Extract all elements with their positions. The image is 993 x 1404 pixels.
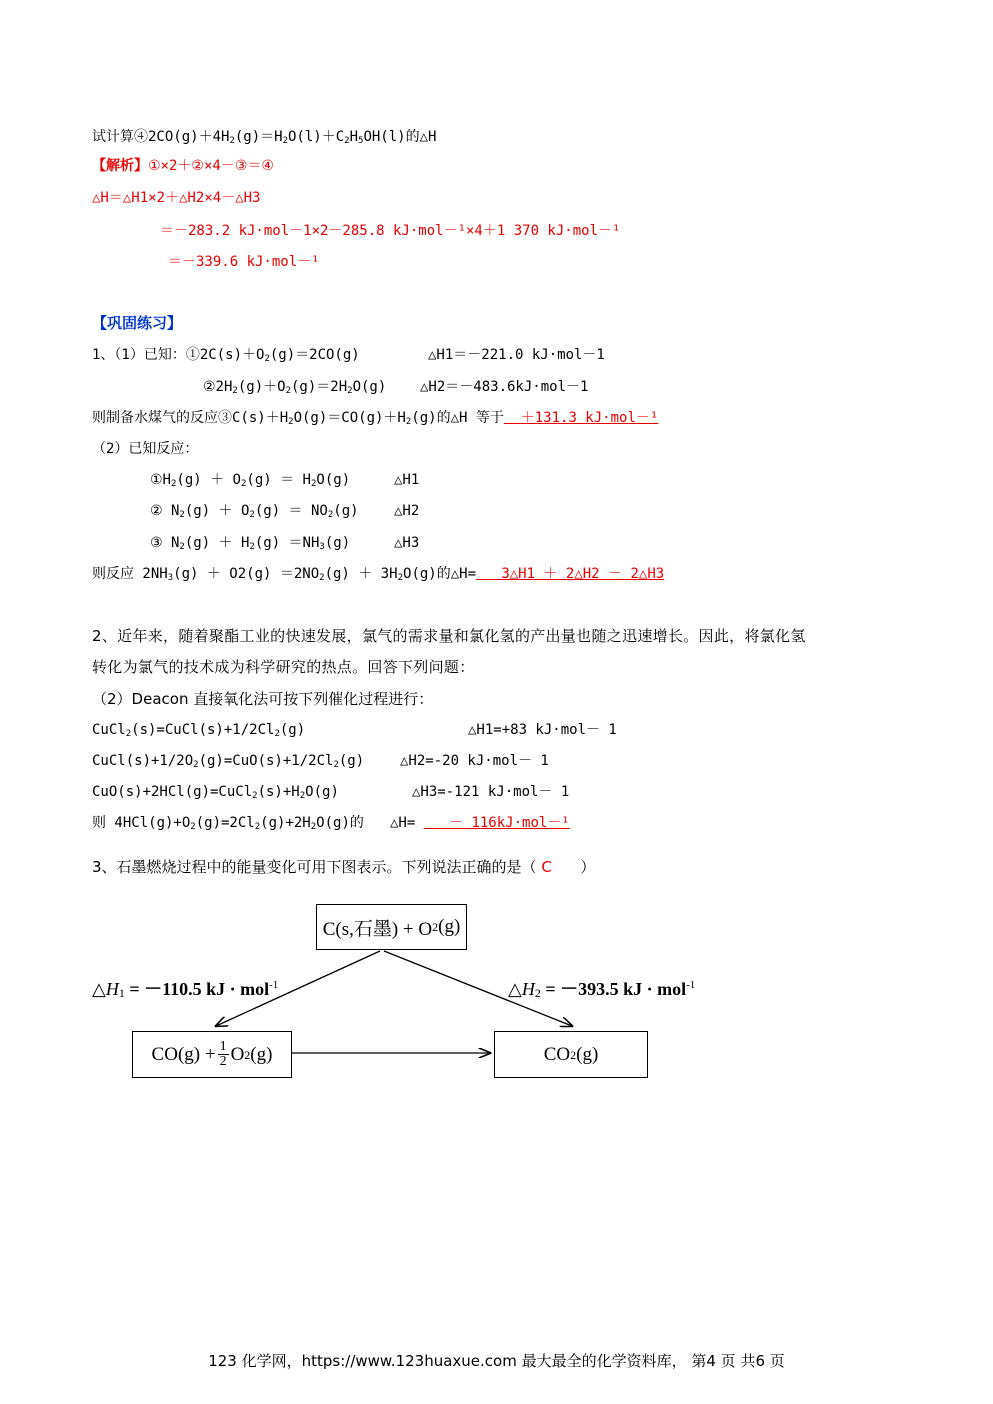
text: (g) ＝ NO bbox=[254, 503, 328, 519]
subscript-3: 3 bbox=[319, 542, 325, 552]
answer-text: － 116kJ·mol－¹ bbox=[449, 815, 570, 831]
q2-eq-1-dh: △H1=+83 kJ·mol－ 1 bbox=[468, 722, 617, 738]
co2-box: CO 2 (g) bbox=[494, 1031, 648, 1078]
text: O(g) bbox=[316, 472, 351, 488]
reaction-3-dh: △H3 bbox=[394, 535, 420, 551]
subscript: 2 bbox=[288, 417, 294, 427]
text: △H bbox=[92, 979, 119, 999]
subscript: 2 bbox=[274, 729, 280, 739]
subscript: 2 bbox=[397, 573, 404, 583]
text: 则 4HCl(g)+O bbox=[92, 815, 191, 831]
answer-text: C bbox=[541, 858, 552, 876]
subscript: 2 bbox=[240, 479, 247, 489]
text: OH(l)的△H bbox=[363, 129, 437, 145]
subscript: 2 bbox=[179, 542, 185, 552]
text: (g) ＋ O bbox=[176, 472, 241, 488]
text: O(l)＋C bbox=[288, 129, 345, 145]
practice-heading: 【巩固练习】 bbox=[92, 314, 183, 332]
q1-dh2: △H2＝－483.6kJ·mol－1 bbox=[420, 379, 589, 395]
q2-line-3: （2）Deacon 直接氧化法可按下列催化过程进行： bbox=[92, 690, 434, 708]
text: 则制备水煤气的反应③C(s)＋H bbox=[92, 410, 289, 426]
text: △H bbox=[508, 979, 535, 999]
text: C(s,石墨) + O bbox=[322, 918, 433, 940]
text: CuCl bbox=[92, 722, 126, 738]
dh2-label bbox=[508, 975, 695, 1001]
subscript: 2 bbox=[179, 510, 185, 520]
text: (g) bbox=[333, 503, 359, 519]
text: ② N bbox=[150, 503, 180, 519]
reaction-1-dh: △H1 bbox=[394, 472, 420, 488]
text: (g)＋O bbox=[237, 379, 286, 395]
text: O(g)的△H= bbox=[403, 566, 477, 582]
subscript: 2 bbox=[125, 729, 132, 739]
text: 1、（1）已知：①2C(s)＋O bbox=[92, 347, 265, 363]
superscript: -1 bbox=[269, 979, 279, 991]
text: (g) ＋ O bbox=[184, 503, 250, 519]
subscript: 2 bbox=[249, 510, 255, 520]
text: (g) ＝NH bbox=[254, 535, 320, 551]
text: 则反应 2NH bbox=[92, 566, 168, 582]
q2-eq-3-dh: △H3=-121 kJ·mol－ 1 bbox=[412, 784, 570, 800]
subscript: 5 bbox=[358, 136, 364, 146]
text: 试计算④2CO(g)＋4H bbox=[92, 129, 230, 145]
text: O(g) bbox=[352, 379, 387, 395]
text: (g) bbox=[279, 722, 306, 738]
subscript: 2 bbox=[405, 417, 412, 427]
subscript: 2 bbox=[299, 791, 306, 801]
subscript: 2 bbox=[254, 822, 261, 832]
text: = －393.5 kJ · mol bbox=[540, 979, 687, 999]
q2-line-1: 2、近年来，随着聚酯工业的快速发展，氯气的需求量和氯化氢的产出量也随之迅速增长。因此，将氯化氢 bbox=[92, 627, 806, 645]
numerator: 1 bbox=[219, 1039, 227, 1054]
result-line: ＝－339.6 kJ·mol－¹ bbox=[168, 254, 320, 270]
text: 3、石墨燃烧过程中的能量变化可用下图表示。下列说法正确的是（ bbox=[92, 858, 537, 876]
fraction-half bbox=[218, 1040, 229, 1069]
text: (g)的△H 等于 bbox=[411, 410, 504, 426]
superscript: -1 bbox=[686, 979, 696, 991]
text: ③ N bbox=[150, 535, 180, 551]
subscript: 2 bbox=[344, 136, 350, 146]
text: (g) bbox=[438, 916, 461, 937]
subscript: 2 bbox=[319, 573, 325, 583]
text: O bbox=[230, 1043, 245, 1065]
text: (g)=CuO(s)+1/2Cl bbox=[198, 753, 334, 769]
subscript: 2 bbox=[232, 386, 238, 396]
subscript: 2 bbox=[333, 760, 339, 770]
subscript: 1 bbox=[118, 986, 125, 1000]
graphite-box: C(s,石墨) + O 2 (g) bbox=[316, 904, 467, 950]
text: (g)+2H bbox=[260, 815, 311, 831]
text: CuCl(s)+1/2O bbox=[92, 753, 194, 769]
text: O(g)＝CO(g)＋H bbox=[293, 410, 406, 426]
dh1-label bbox=[92, 975, 278, 1001]
dh-line: △H＝△H1×2＋△H2×4－△H3 bbox=[92, 190, 261, 206]
reaction-2-dh: △H2 bbox=[394, 503, 420, 519]
text: ②2H bbox=[203, 379, 233, 395]
subscript: 2 bbox=[193, 760, 199, 770]
page-footer: 123 化学网，https://www.123huaxue.com 最大最全的化学资料库， 第4 页 共6 页 bbox=[208, 1352, 785, 1370]
text: (g) bbox=[250, 1043, 273, 1065]
text: CuO(s)+2HCl(g)=CuCl bbox=[92, 784, 253, 800]
subscript: 2 bbox=[170, 479, 177, 489]
answer-text: 3△H1 ＋ 2△H2 － 2△H3 bbox=[501, 566, 665, 582]
text: (g) ＋ H bbox=[184, 535, 250, 551]
text: CO bbox=[543, 1043, 571, 1065]
text: O(g) bbox=[305, 784, 339, 800]
text: (g) ＋ 3H bbox=[324, 566, 398, 582]
text: O(g)的 bbox=[316, 815, 364, 831]
text: ①H bbox=[150, 472, 171, 488]
text: △H= bbox=[390, 815, 424, 831]
text: CO(g) + bbox=[151, 1043, 216, 1065]
subscript: 2 bbox=[534, 986, 541, 1000]
text: (g) ＋ O2(g) ＝2NO bbox=[173, 566, 320, 582]
subscript: 2 bbox=[310, 822, 317, 832]
subscript: 2 bbox=[327, 510, 334, 520]
text: (s)+H bbox=[257, 784, 300, 800]
text: (g)＝2CO(g) bbox=[269, 347, 360, 363]
q1-dh1: △H1＝－221.0 kJ·mol－1 bbox=[428, 347, 605, 363]
q1-line-5: 则反应 $2NH_3(g) + O2(g) =2NO_2(g) + 3H_2O(g)$的△H= 3△H1 ＋ 2△H2 － 2△H3 bbox=[92, 566, 665, 583]
text: (g) ＝ H bbox=[246, 472, 311, 488]
text: (g) bbox=[324, 535, 351, 551]
subscript: 2 bbox=[252, 791, 258, 801]
subscript: 2 bbox=[282, 136, 288, 146]
text: H bbox=[349, 129, 359, 145]
text: (g) bbox=[576, 1043, 599, 1065]
co-box: CO(g) + $\frac{1}{2}$ O 2 (g) bbox=[132, 1031, 292, 1078]
text: (g)＝H bbox=[234, 129, 283, 145]
subscript: 2 bbox=[229, 136, 235, 146]
subscript: 2 bbox=[249, 542, 255, 552]
answer-text: ＋131.3 kJ·mol－¹ bbox=[520, 410, 659, 426]
subscript: 2 bbox=[285, 386, 291, 396]
text: (g)＝2H bbox=[290, 379, 348, 395]
text: (g)=2Cl bbox=[195, 815, 255, 831]
denominator: 2 bbox=[219, 1054, 227, 1069]
text: (g) bbox=[338, 753, 365, 769]
text: = －110.5 kJ · mol bbox=[124, 979, 270, 999]
calc-line: ＝－283.2 kJ·mol－1×2－285.8 kJ·mol－¹×4＋1 370 kJ·mol－¹ bbox=[160, 223, 621, 239]
text: ①×2＋②×4－③＝④ bbox=[148, 158, 274, 174]
q2-eq-2-dh: △H2=-20 kJ·mol－ 1 bbox=[400, 753, 549, 769]
text: (s)=CuCl(s)+1/2Cl bbox=[131, 722, 275, 738]
jiexi-label: 【解析】 bbox=[92, 158, 148, 174]
subscript: 2 bbox=[347, 386, 353, 396]
q1-line-4: （2）已知反应： bbox=[92, 441, 199, 457]
subscript: 2 bbox=[190, 822, 196, 832]
text: ） bbox=[580, 858, 596, 876]
subscript: 2 bbox=[310, 479, 317, 489]
q2-line-2: 转化为氯气的技术成为科学研究的热点。回答下列问题： bbox=[92, 658, 475, 676]
subscript: 2 bbox=[264, 354, 270, 364]
